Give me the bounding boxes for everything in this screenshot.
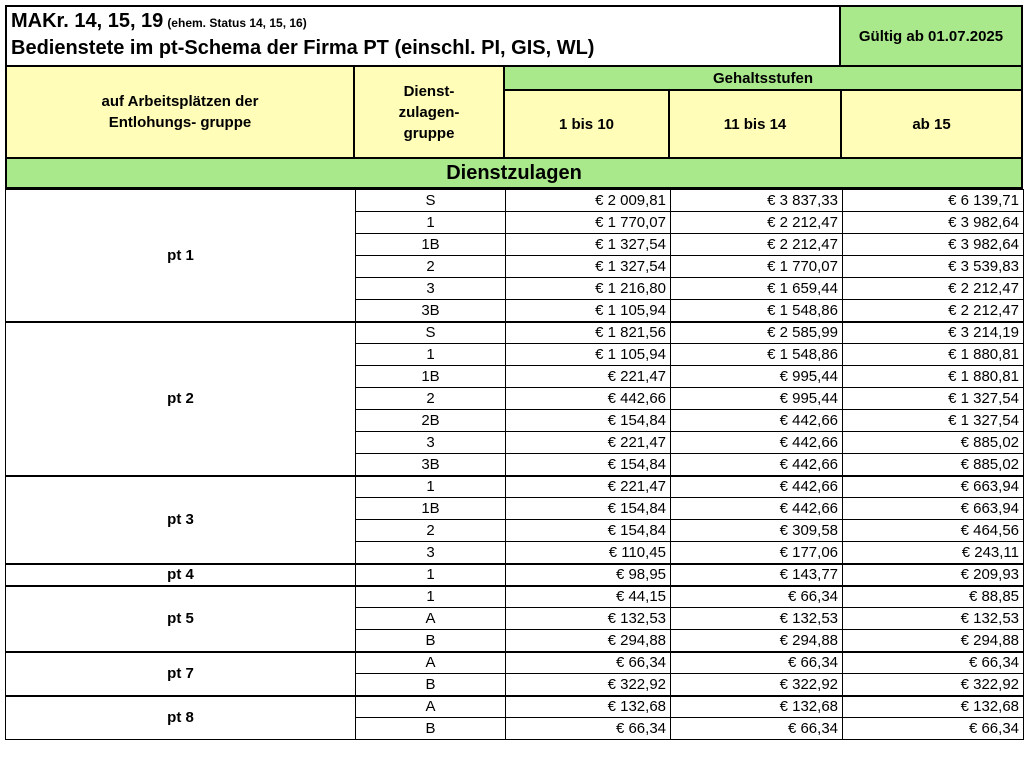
amount-cell-stage-3: € 2 212,47	[843, 278, 1024, 300]
amount-cell-stage-3: € 88,85	[843, 586, 1024, 608]
amount-cell-stage-2: € 995,44	[671, 366, 843, 388]
amount-cell-stage-3: € 209,93	[843, 564, 1024, 586]
amount-cell-stage-3: € 132,68	[843, 696, 1024, 718]
amount-cell-stage-1: € 98,95	[506, 564, 671, 586]
group-label: pt 4	[6, 564, 356, 586]
amount-cell-stage-1: € 294,88	[506, 630, 671, 652]
amount-cell-stage-1: € 1 821,56	[506, 322, 671, 344]
amount-cell-stage-3: € 1 327,54	[843, 410, 1024, 432]
allowance-group-cell: 1	[356, 586, 506, 608]
amount-cell-stage-3: € 3 214,19	[843, 322, 1024, 344]
column-header-stage-1-10: 1 bis 10	[505, 91, 670, 159]
amount-cell-stage-3: € 66,34	[843, 718, 1024, 740]
amount-cell-stage-3: € 663,94	[843, 498, 1024, 520]
allowance-group-cell: 1	[356, 564, 506, 586]
amount-cell-stage-3: € 3 982,64	[843, 212, 1024, 234]
amount-cell-stage-1: € 1 216,80	[506, 278, 671, 300]
allowance-group-cell: 3B	[356, 454, 506, 476]
amount-cell-stage-2: € 442,66	[671, 410, 843, 432]
allowance-group-cell: A	[356, 652, 506, 674]
amount-cell-stage-3: € 6 139,71	[843, 190, 1024, 212]
amount-cell-stage-2: € 143,77	[671, 564, 843, 586]
amount-cell-stage-3: € 243,11	[843, 542, 1024, 564]
amount-cell-stage-3: € 885,02	[843, 432, 1024, 454]
title-main: MAKr. 14, 15, 19	[11, 10, 164, 32]
allowance-group-cell: 3	[356, 542, 506, 564]
amount-cell-stage-1: € 322,92	[506, 674, 671, 696]
amount-cell-stage-3: € 663,94	[843, 476, 1024, 498]
table-row	[6, 476, 1024, 498]
allowance-group-cell: 1B	[356, 498, 506, 520]
amount-cell-stage-1: € 1 327,54	[506, 256, 671, 278]
amount-cell-stage-3: € 66,34	[843, 652, 1024, 674]
amount-cell-stage-2: € 294,88	[671, 630, 843, 652]
group-label: pt 2	[6, 322, 356, 476]
amount-cell-stage-1: € 44,15	[506, 586, 671, 608]
amount-cell-stage-3: € 132,53	[843, 608, 1024, 630]
table-row	[6, 586, 1024, 608]
amount-cell-stage-3: € 3 982,64	[843, 234, 1024, 256]
allowance-group-cell: 2	[356, 388, 506, 410]
amount-cell-stage-2: € 2 212,47	[671, 212, 843, 234]
allowance-table-body	[5, 189, 1023, 765]
amount-cell-stage-2: € 442,66	[671, 498, 843, 520]
amount-cell-stage-2: € 66,34	[671, 652, 843, 674]
amount-cell-stage-1: € 154,84	[506, 498, 671, 520]
amount-cell-stage-2: € 442,66	[671, 476, 843, 498]
allowance-group-cell: 1	[356, 212, 506, 234]
amount-cell-stage-3: € 1 880,81	[843, 344, 1024, 366]
amount-cell-stage-2: € 442,66	[671, 432, 843, 454]
amount-cell-stage-1: € 1 105,94	[506, 344, 671, 366]
amount-cell-stage-3: € 885,02	[843, 454, 1024, 476]
allowance-group-cell: A	[356, 696, 506, 718]
group-label: pt 7	[6, 652, 356, 696]
allowance-group-cell: 1	[356, 344, 506, 366]
amount-cell-stage-2: € 132,53	[671, 608, 843, 630]
amount-cell-stage-1: € 66,34	[506, 652, 671, 674]
amount-cell-stage-3: € 1 880,81	[843, 366, 1024, 388]
table-row	[6, 190, 1024, 212]
allowance-group-cell: 3	[356, 432, 506, 454]
amount-cell-stage-3: € 322,92	[843, 674, 1024, 696]
amount-cell-stage-2: € 1 548,86	[671, 300, 843, 322]
group-label: pt 8	[6, 696, 356, 740]
amount-cell-stage-1: € 154,84	[506, 520, 671, 542]
column-header-allowance-group: Dienst- zulagen- gruppe	[355, 67, 505, 159]
allowance-group-cell: 1B	[356, 366, 506, 388]
allowance-group-cell: 1	[356, 476, 506, 498]
allowance-group-cell: S	[356, 190, 506, 212]
page-subtitle: Bedienstete im pt-Schema der Firma PT (einschl. PI, GIS, WL)	[11, 37, 595, 59]
amount-cell-stage-1: € 1 770,07	[506, 212, 671, 234]
amount-cell-stage-3: € 3 539,83	[843, 256, 1024, 278]
amount-cell-stage-2: € 1 548,86	[671, 344, 843, 366]
allowance-group-cell: S	[356, 322, 506, 344]
allowance-table	[5, 189, 1024, 740]
amount-cell-stage-2: € 177,06	[671, 542, 843, 564]
amount-cell-stage-3: € 464,56	[843, 520, 1024, 542]
allowance-group-cell: 3B	[356, 300, 506, 322]
amount-cell-stage-2: € 3 837,33	[671, 190, 843, 212]
title-box	[5, 5, 841, 67]
allowance-group-cell: 2	[356, 256, 506, 278]
amount-cell-stage-1: € 442,66	[506, 388, 671, 410]
amount-cell-stage-2: € 309,58	[671, 520, 843, 542]
amount-cell-stage-2: € 66,34	[671, 586, 843, 608]
column-header-salary-stages: Gehaltsstufen	[505, 67, 1023, 91]
allowance-group-cell: 3	[356, 278, 506, 300]
table-row	[6, 696, 1024, 718]
group-label: pt 3	[6, 476, 356, 564]
table-row	[6, 322, 1024, 344]
allowance-group-cell: B	[356, 718, 506, 740]
column-header-stage-15: ab 15	[842, 91, 1023, 159]
amount-cell-stage-1: € 132,68	[506, 696, 671, 718]
amount-cell-stage-2: € 132,68	[671, 696, 843, 718]
amount-cell-stage-1: € 221,47	[506, 476, 671, 498]
amount-cell-stage-2: € 995,44	[671, 388, 843, 410]
amount-cell-stage-1: € 221,47	[506, 432, 671, 454]
amount-cell-stage-2: € 322,92	[671, 674, 843, 696]
amount-cell-stage-2: € 1 770,07	[671, 256, 843, 278]
amount-cell-stage-1: € 66,34	[506, 718, 671, 740]
amount-cell-stage-3: € 294,88	[843, 630, 1024, 652]
amount-cell-stage-2: € 66,34	[671, 718, 843, 740]
amount-cell-stage-1: € 221,47	[506, 366, 671, 388]
amount-cell-stage-1: € 2 009,81	[506, 190, 671, 212]
allowance-group-cell: 1B	[356, 234, 506, 256]
table-row	[6, 564, 1024, 586]
amount-cell-stage-2: € 442,66	[671, 454, 843, 476]
title-note: (ehem. Status 14, 15, 16)	[167, 16, 307, 30]
amount-cell-stage-1: € 154,84	[506, 454, 671, 476]
amount-cell-stage-2: € 1 659,44	[671, 278, 843, 300]
amount-cell-stage-1: € 1 105,94	[506, 300, 671, 322]
allowance-group-cell: B	[356, 674, 506, 696]
allowance-group-cell: 2B	[356, 410, 506, 432]
table-row	[6, 652, 1024, 674]
amount-cell-stage-1: € 154,84	[506, 410, 671, 432]
amount-cell-stage-3: € 2 212,47	[843, 300, 1024, 322]
amount-cell-stage-2: € 2 212,47	[671, 234, 843, 256]
group-label: pt 1	[6, 190, 356, 322]
page-title	[11, 10, 307, 33]
column-header-stage-11-14: 11 bis 14	[670, 91, 842, 159]
section-header-allowances: Dienstzulagen	[5, 159, 1023, 189]
amount-cell-stage-3: € 1 327,54	[843, 388, 1024, 410]
allowance-group-cell: 2	[356, 520, 506, 542]
column-header-workplace-group: auf Arbeitsplätzen der Entlohungs- gruppe	[5, 67, 355, 159]
group-label: pt 5	[6, 586, 356, 652]
amount-cell-stage-1: € 110,45	[506, 542, 671, 564]
salary-table-sheet	[5, 5, 1023, 765]
valid-from-badge: Gültig ab 01.07.2025	[841, 5, 1023, 67]
allowance-group-cell: B	[356, 630, 506, 652]
amount-cell-stage-1: € 132,53	[506, 608, 671, 630]
allowance-group-cell: A	[356, 608, 506, 630]
amount-cell-stage-1: € 1 327,54	[506, 234, 671, 256]
amount-cell-stage-2: € 2 585,99	[671, 322, 843, 344]
